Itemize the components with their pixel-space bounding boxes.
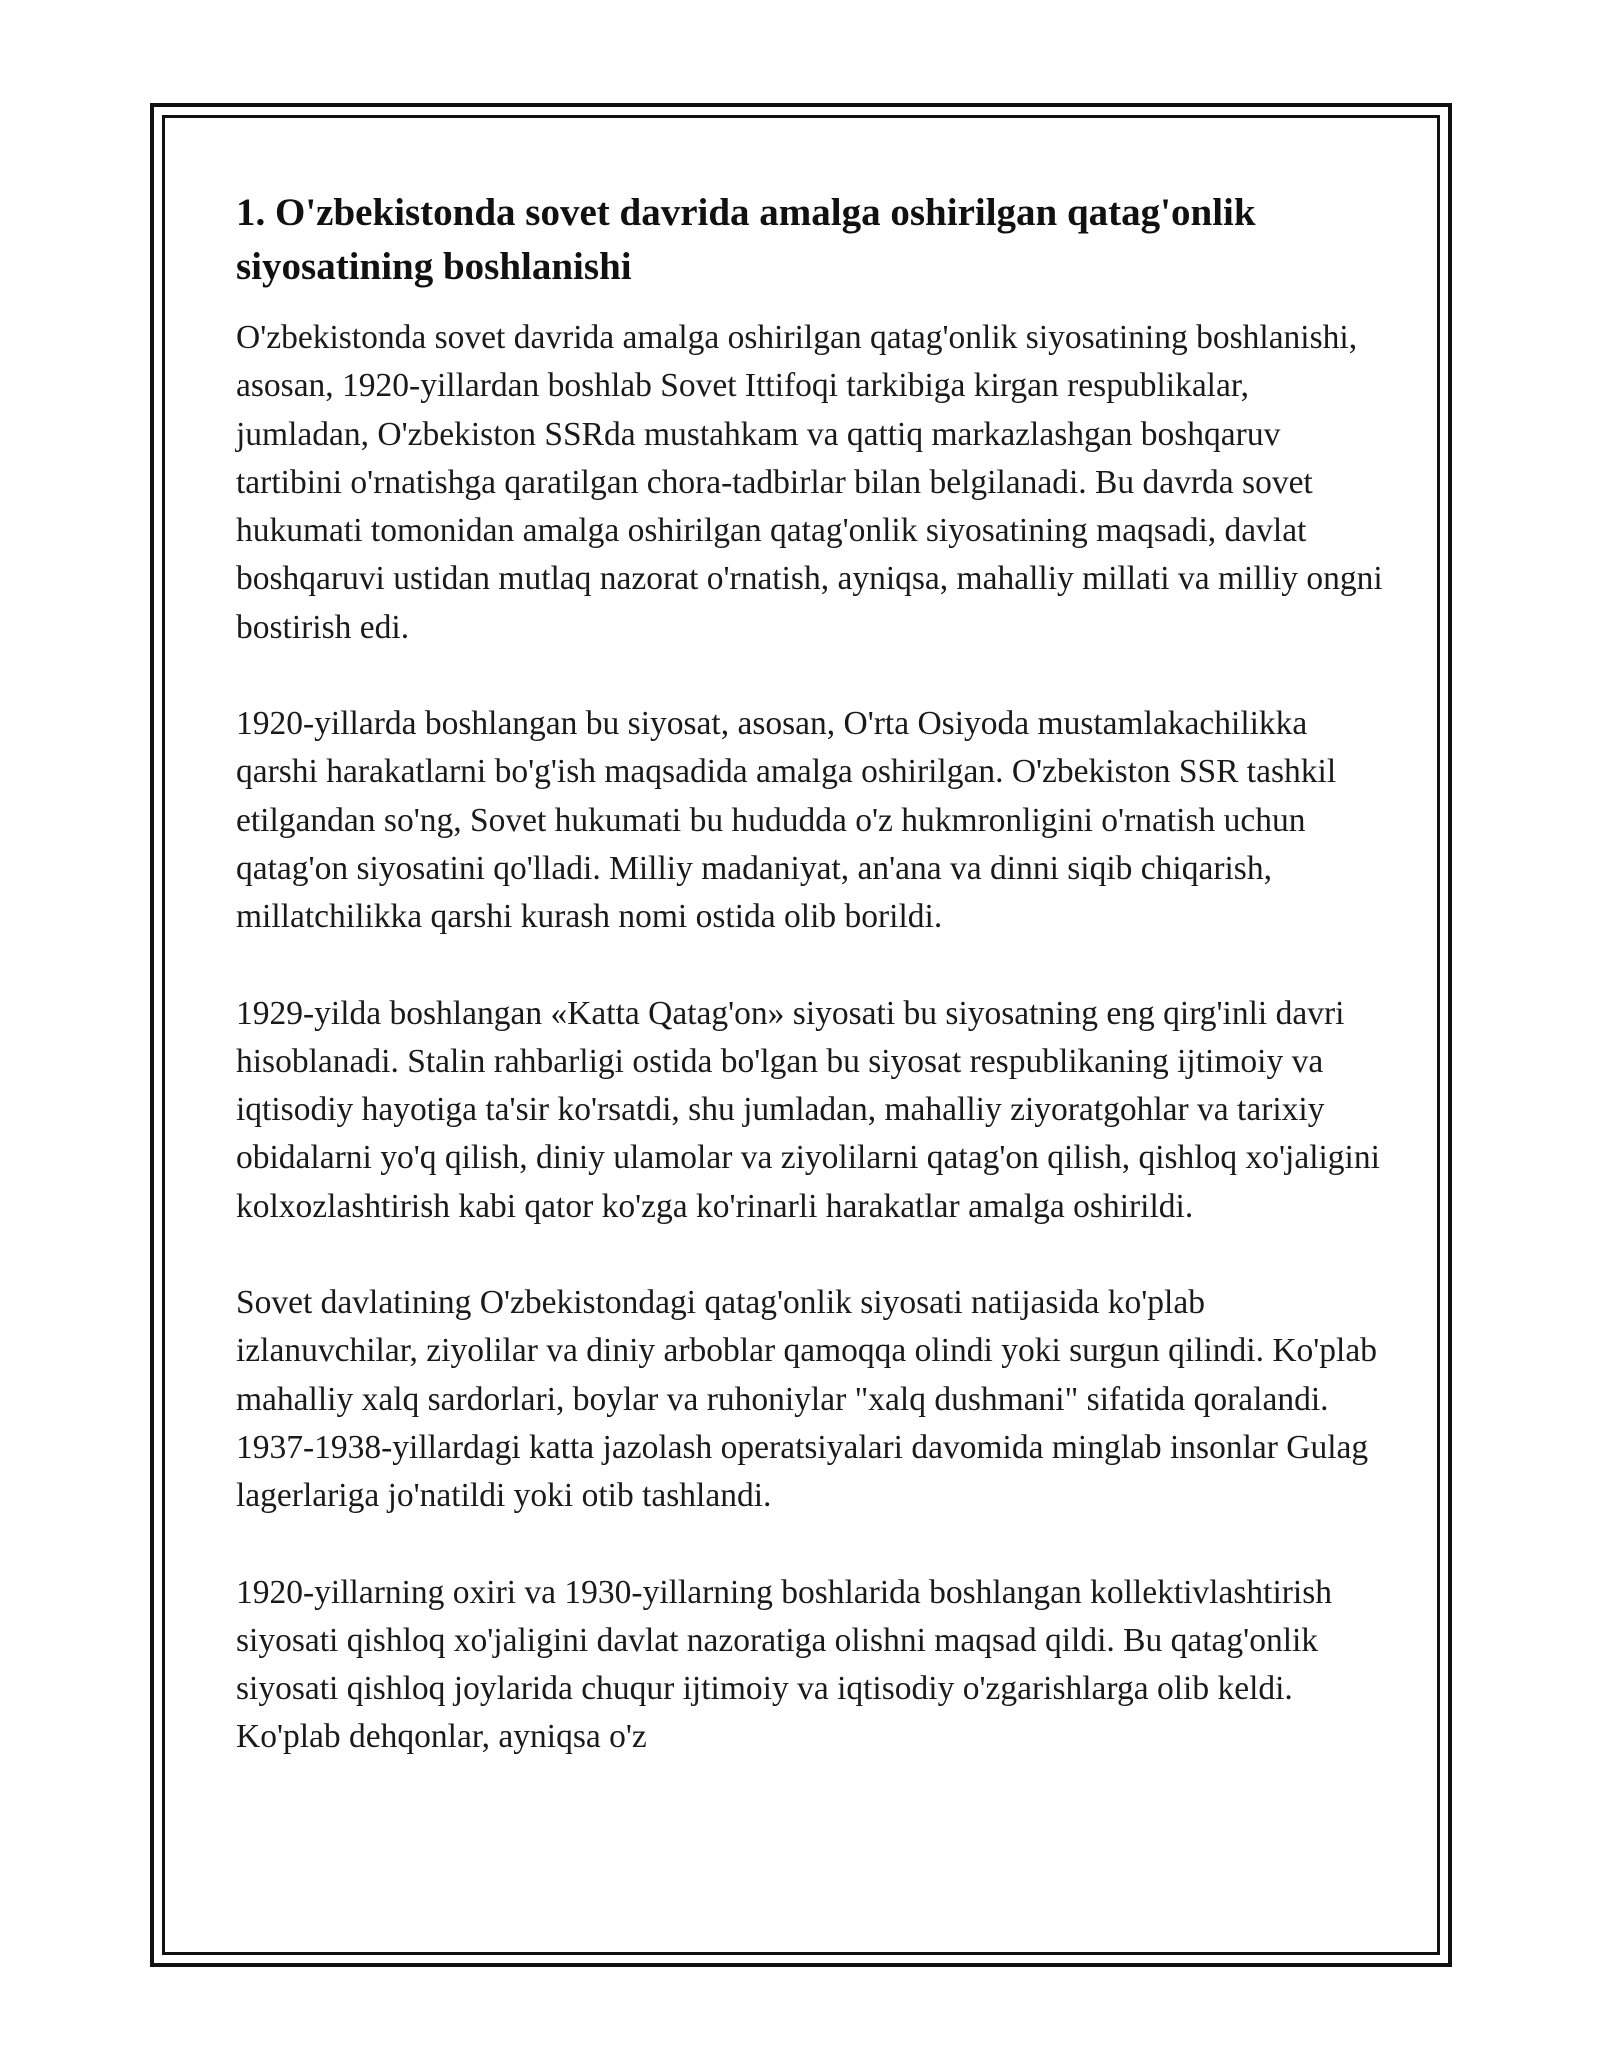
- paragraph-3: 1929-yilda boshlangan «Katta Qatag'on» siyosati bu siyosatning eng qirg'inli davri hisoblanadi. Stalin rahbarligi ostida bo'lgan bu siyosat respublikaning ijtimoiy va iqtisodiy hayotiga ta'sir ko'rsatdi, shu jumladan, mahalliy ziyoratgohlar va tarixiy obidalarni yo'q qilish, diniy ulamolar va ziyolilarni qatag'on qilish, qishloq xo'jaligini kolxozlashtirish kabi qator ko'zga ko'rinarli harakatlar amalga oshirildi.: [236, 994, 1380, 1225]
- paragraph-4: Sovet davlatining O'zbekistondagi qatag'onlik siyosati natijasida ko'plab izlanuvchilar, ziyolilar va diniy arboblar qamoqqa olindi yoki surgun qilindi. Ko'plab mahalliy xalq sardorlari, boylar va ruhoniylar "xalq dushmani" sifatida qoralandi. 1937-1938-yillardagi katta jazolash operatsiyalari davomida minglab insonlar Gulag lagerlariga jo'natildi yoki otib tashlandi.: [236, 1284, 1377, 1515]
- paragraph-5: 1920-yillarning oxiri va 1930-yillarning boshlarida boshlangan kollektivlashtirish siyosati qishloq xo'jaligini davlat nazoratiga olishni maqsad qildi. Bu qatag'onlik siyosati qishloq joylarida chuqur ijtimoiy va iqtisodiy o'zgarishlarga olib keldi. Ko'plab dehqonlar, ayniqsa o'z: [236, 1573, 1333, 1756]
- document-body: [236, 186, 1386, 1762]
- paragraph-1: O'zbekistonda sovet davrida amalga oshirilgan qatag'onlik siyosatining boshlanishi, asosan, 1920-yillardan boshlab Sovet Ittifoqi tarkibiga kirgan respublikalar, jumladan, O'zbekiston SSRda mustahkam va qattiq markazlashgan boshqaruv tartibini o'rnatishga qaratilgan chora-tadbirlar bilan belgilanadi. Bu davrda sovet hukumati tomonidan amalga oshirilgan qatag'onlik siyosatining maqsadi, davlat boshqaruvi ustidan mutlaq nazorat o'rnatish, ayniqsa, mahalliy millati va milliy ongni bostirish edi.: [236, 319, 1383, 646]
- section-heading: 1. O'zbekistonda sovet davrida amalga oshirilgan qatag'onlik siyosatining boshlanishi: [236, 191, 1256, 288]
- paragraph-2: 1920-yillarda boshlangan bu siyosat, asosan, O'rta Osiyoda mustamlakachilikka qarshi harakatlarni bo'g'ish maqsadida amalga oshirilgan. O'zbekiston SSR tashkil etilgandan so'ng, Sovet hukumati bu hududda o'z hukmronligini o'rnatish uchun qatag'on siyosatini qo'lladi. Milliy madaniyat, an'ana va dinni siqib chiqarish, millatchilikka qarshi kurash nomi ostida olib borildi.: [236, 705, 1337, 936]
